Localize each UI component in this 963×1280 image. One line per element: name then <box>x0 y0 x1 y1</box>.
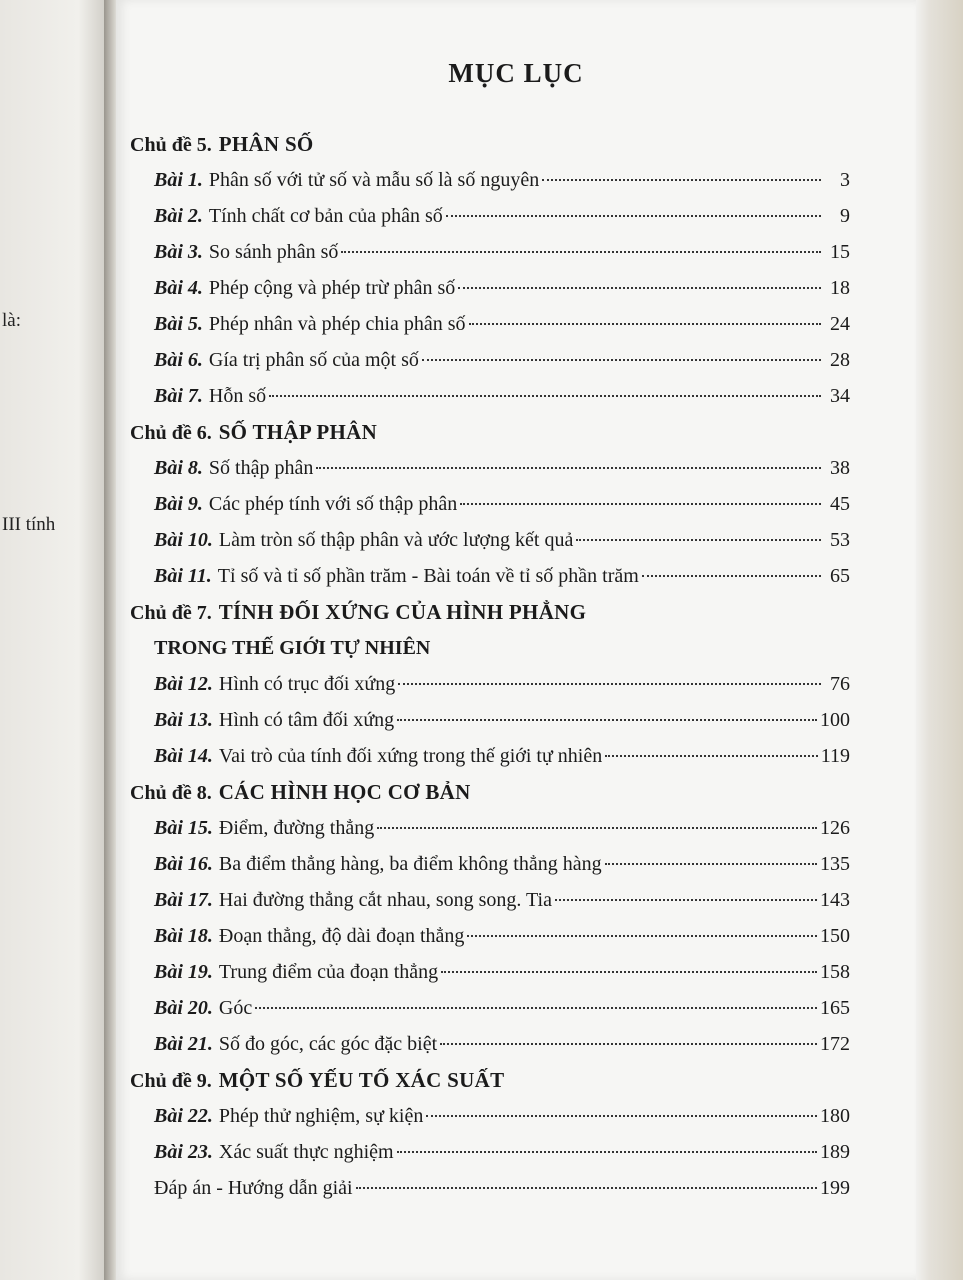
page-number: 15 <box>830 241 850 263</box>
lesson-title: Đoạn thẳng, độ dài đoạn thẳng <box>218 925 465 947</box>
toc-entry[interactable] <box>130 234 850 270</box>
dot-leader <box>356 1187 817 1189</box>
lesson-title: Phép nhân và phép chia phân số <box>208 313 466 335</box>
page-number: 76 <box>830 673 850 695</box>
lesson-title: Các phép tính với số thập phân <box>208 493 458 515</box>
page-number: 143 <box>820 889 850 911</box>
lesson-title: Số đo góc, các góc đặc biệt <box>218 1033 438 1055</box>
page-number: 135 <box>820 853 850 875</box>
lesson-title: Xác suất thực nghiệm <box>218 1141 394 1163</box>
dot-leader <box>341 251 821 253</box>
table-of-contents <box>130 126 850 1206</box>
lesson-title: Điểm, đường thẳng <box>218 817 375 839</box>
lesson-number: Bài 19. <box>154 961 213 983</box>
lesson-number: Bài 22. <box>154 1105 213 1127</box>
lesson-title: Làm tròn số thập phân và ước lượng kết quả <box>218 529 574 551</box>
dot-leader <box>397 719 817 721</box>
toc-entry[interactable] <box>130 342 850 378</box>
toc-entry[interactable] <box>130 378 850 414</box>
dot-leader <box>642 575 821 577</box>
lesson-title: Phân số với tử số và mẫu số là số nguyên <box>208 169 540 191</box>
toc-entry[interactable] <box>130 1170 850 1206</box>
page-number: 3 <box>840 169 850 191</box>
page-number: 45 <box>830 493 850 515</box>
dot-leader <box>377 827 817 829</box>
lesson-number: Bài 2. <box>154 205 203 227</box>
lesson-number: Bài 8. <box>154 457 203 479</box>
lesson-title: Gía trị phân số của một số <box>208 349 419 371</box>
page-number: 180 <box>820 1105 850 1127</box>
dot-leader <box>542 179 821 181</box>
toc-entry[interactable] <box>130 954 850 990</box>
dot-leader <box>446 215 821 217</box>
dot-leader <box>440 1043 817 1045</box>
lesson-title: Hình có trục đối xứng <box>218 673 396 695</box>
toc-entry[interactable] <box>130 306 850 342</box>
toc-entry[interactable] <box>130 1098 850 1134</box>
dot-leader <box>269 395 821 397</box>
lesson-number: Bài 5. <box>154 313 203 335</box>
lesson-number: Bài 6. <box>154 349 203 371</box>
lesson-title: Phép cộng và phép trừ phân số <box>208 277 456 299</box>
toc-entry[interactable] <box>130 1026 850 1062</box>
toc-entry[interactable] <box>130 846 850 882</box>
chapter-heading <box>130 126 850 162</box>
lesson-number: Bài 15. <box>154 817 213 839</box>
page-number: 38 <box>830 457 850 479</box>
dot-leader <box>469 323 821 325</box>
page-number: 34 <box>830 385 850 407</box>
dot-leader <box>555 899 817 901</box>
chapter-label: Chủ đề 8. <box>130 782 212 804</box>
toc-entry[interactable] <box>130 558 850 594</box>
lesson-title: Phép thử nghiệm, sự kiện <box>218 1105 424 1127</box>
toc-entry[interactable] <box>130 270 850 306</box>
dot-leader <box>460 503 821 505</box>
lesson-number: Bài 17. <box>154 889 213 911</box>
lesson-title: Hai đường thẳng cắt nhau, song song. Tia <box>218 889 552 911</box>
page-number: 199 <box>820 1177 850 1199</box>
toc-entry[interactable] <box>130 738 850 774</box>
lesson-title: Góc <box>218 997 253 1019</box>
page-number: 150 <box>820 925 850 947</box>
chapter-name: MỘT SỐ YẾU TỐ XÁC SUẤT <box>218 1068 505 1092</box>
chapter-name: PHÂN SỐ <box>218 132 314 156</box>
chapter-name: CÁC HÌNH HỌC CƠ BẢN <box>218 780 471 804</box>
page-number: 158 <box>820 961 850 983</box>
lesson-number: Bài 3. <box>154 241 203 263</box>
page-number: 24 <box>830 313 850 335</box>
lesson-number: Bài 7. <box>154 385 203 407</box>
dot-leader <box>458 287 821 289</box>
chapter-name: SỐ THẬP PHÂN <box>218 420 378 444</box>
lesson-title: Trung điểm của đoạn thẳng <box>218 961 439 983</box>
toc-entry[interactable] <box>130 1134 850 1170</box>
lesson-number: Bài 9. <box>154 493 203 515</box>
dot-leader <box>422 359 821 361</box>
toc-entry[interactable] <box>130 198 850 234</box>
lesson-number: Bài 21. <box>154 1033 213 1055</box>
dot-leader <box>397 1151 817 1153</box>
page-number: 189 <box>820 1141 850 1163</box>
page-number: 165 <box>820 997 850 1019</box>
dot-leader <box>255 1007 817 1009</box>
toc-entry[interactable] <box>130 666 850 702</box>
left-page-fragment: là: <box>2 310 21 331</box>
dot-leader <box>605 863 817 865</box>
left-page-fragment: III tính <box>2 514 56 535</box>
chapter-name-continued: TRONG THẾ GIỚI TỰ NHIÊN <box>154 637 431 659</box>
page-number: 126 <box>820 817 850 839</box>
lesson-title: Vai trò của tính đối xứng trong thế giới tự nhiên <box>218 745 603 767</box>
chapter-label: Chủ đề 6. <box>130 422 212 444</box>
lesson-number: Bài 23. <box>154 1141 213 1163</box>
lesson-number: Bài 13. <box>154 709 213 731</box>
chapter-heading <box>130 1062 850 1098</box>
lesson-number: Bài 1. <box>154 169 203 191</box>
lesson-number: Bài 11. <box>154 565 212 587</box>
toc-entry[interactable] <box>130 702 850 738</box>
dot-leader <box>576 539 821 541</box>
lesson-title: Hình có tâm đối xứng <box>218 709 395 731</box>
page-number: 172 <box>820 1033 850 1055</box>
dot-leader <box>467 935 817 937</box>
page-number: 9 <box>840 205 850 227</box>
chapter-label: Chủ đề 5. <box>130 134 212 156</box>
dot-leader <box>441 971 817 973</box>
chapter-heading <box>130 414 850 450</box>
dot-leader <box>398 683 821 685</box>
dot-leader <box>316 467 821 469</box>
page-number: 100 <box>820 709 850 731</box>
toc-entry[interactable] <box>130 162 850 198</box>
page-number: 65 <box>830 565 850 587</box>
toc-entry[interactable] <box>130 918 850 954</box>
lesson-number: Bài 4. <box>154 277 203 299</box>
toc-entry[interactable] <box>130 486 850 522</box>
toc-page <box>116 0 916 1280</box>
lesson-number: Bài 12. <box>154 673 213 695</box>
toc-entry[interactable] <box>130 522 850 558</box>
dot-leader <box>605 755 818 757</box>
page-number: 28 <box>830 349 850 371</box>
lesson-title: Hỗn số <box>208 385 267 407</box>
chapter-label: Chủ đề 9. <box>130 1070 212 1092</box>
left-page-edge <box>0 0 112 1280</box>
chapter-heading <box>130 594 850 630</box>
page-title: MỤC LỤC <box>448 58 584 88</box>
right-page-edge <box>915 0 963 1280</box>
lesson-number: Bài 14. <box>154 745 213 767</box>
toc-entry[interactable] <box>130 810 850 846</box>
lesson-title: Đáp án - Hướng dẫn giải <box>154 1177 353 1199</box>
lesson-number: Bài 18. <box>154 925 213 947</box>
chapter-name: TÍNH ĐỐI XỨNG CỦA HÌNH PHẲNG <box>218 600 587 624</box>
toc-entry[interactable] <box>130 990 850 1026</box>
chapter-label: Chủ đề 7. <box>130 602 212 624</box>
lesson-title: Tính chất cơ bản của phân số <box>208 205 443 227</box>
lesson-number: Bài 10. <box>154 529 213 551</box>
page-number: 119 <box>820 745 850 767</box>
lesson-title: Ba điểm thẳng hàng, ba điểm không thẳng hàng <box>218 853 602 875</box>
lesson-title: Số thập phân <box>208 457 314 479</box>
lesson-number: Bài 16. <box>154 853 213 875</box>
lesson-number: Bài 20. <box>154 997 213 1019</box>
page-number: 53 <box>830 529 850 551</box>
lesson-title: Tỉ số và tỉ số phần trăm - Bài toán về tỉ số phần trăm <box>217 565 639 587</box>
lesson-title: So sánh phân số <box>208 241 339 263</box>
toc-entry[interactable] <box>130 882 850 918</box>
page-number: 18 <box>830 277 850 299</box>
dot-leader <box>426 1115 817 1117</box>
toc-entry[interactable] <box>130 450 850 486</box>
chapter-heading <box>130 774 850 810</box>
